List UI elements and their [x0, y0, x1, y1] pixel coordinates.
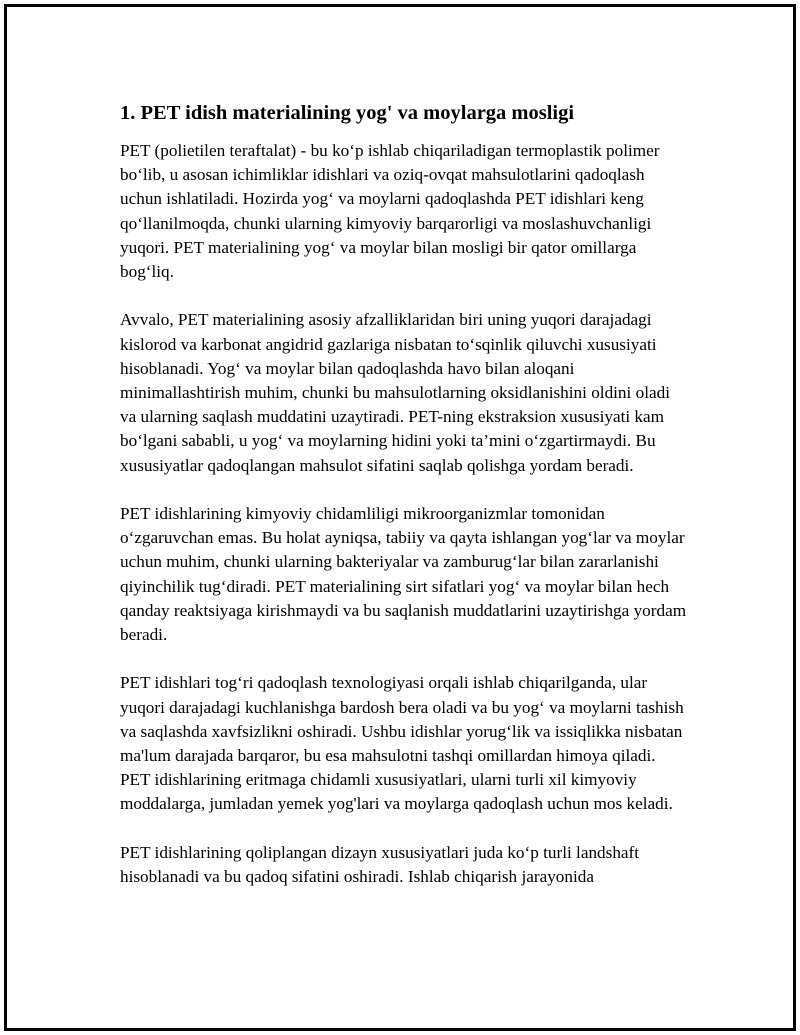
page-frame — [4, 4, 796, 1031]
paragraph-5: PET idishlarining qoliplangan dizayn xususiyatlari juda ko‘p turli landshaft hisoblanadi va bu qadoq sifatini oshiradi. Ishlab chiqarish jarayonida — [120, 842, 640, 887]
paragraph-3: PET idishlarining kimyoviy chidamliligi mikroorganizmlar tomonidan o‘zgaruvchan emas. Bu holat ayniqsa, tabiiy va qayta ishlangan yog‘lar va moylar uchun muhim, chunki ularning bakteriyalar va zamburug‘lar bilan zararlanishi qiyinchilik tug‘diradi. PET materialining sirt sifatlari yog‘ va moylar bilan hech qanday reaktsiyaga kirishmaydi va bu saqlanish muddatlarini uzaytirishga yordam beradi. — [120, 504, 687, 645]
paragraph-1: PET (polietilen teraftalat) - bu ko‘p ishlab chiqariladigan termoplastik polimer bo‘lib, u asosan ichimliklar idishlari va oziq-ovqat mahsulotlarini qadoqlash uchun ishlatiladi. Hozirda yog‘ va moylarni qadoqlashda PET idishlari keng qo‘llanilmoqda, chunki ularning kimyoviy barqarorligi va moslashuvchanligi yuqori. PET materialining yog‘ va moylar bilan mosligi bir qator omillarga bog‘liq. — [120, 141, 660, 282]
section-heading: 1. PET idish materialining yog' va moylarga mosligi — [120, 102, 575, 124]
paragraph-2: Avvalo, PET materialining asosiy afzalliklaridan biri uning yuqori darajadagi kislorod va karbonat angidrid gazlariga nisbatan to‘sqinlik qiluvchi xususiyati hisoblanadi. Yog‘ va moylar bilan qadoqlashda havo bilan aloqani minimallashtirish muhim, chunki bu mahsulotlarning oksidlanishini oldini oladi va ularning saqlash muddatini uzaytiradi. PET-ning ekstraksion xususiyati kam bo‘lgani sababli, u yog‘ va moylarning hidini yoki ta’mini o‘zgartirmaydi. Bu xususiyatlar qadoqlangan mahsulot sifatini saqlab qolishga yordam beradi. — [120, 310, 670, 475]
paragraph-4: PET idishlari tog‘ri qadoqlash texnologiyasi orqali ishlab chiqarilganda, ular yuqori darajadagi kuchlanishga bardosh bera oladi va bu yog‘ va moylarni tashish va saqlashda xavfsizlikni oshiradi. Ushbu idishlar yorug‘lik va issiqlikka nisbatan ma'lum darajada barqaror, bu esa mahsulotni tashqi omillardan himoya qiladi. PET idishlarining eritmaga chidamli xususiyatlari, ularni turli xil kimyoviy moddalarga, jumladan yemek yog'lari va moylarga qadoqlash uchun mos keladi. — [120, 673, 684, 814]
document-body — [120, 100, 690, 913]
